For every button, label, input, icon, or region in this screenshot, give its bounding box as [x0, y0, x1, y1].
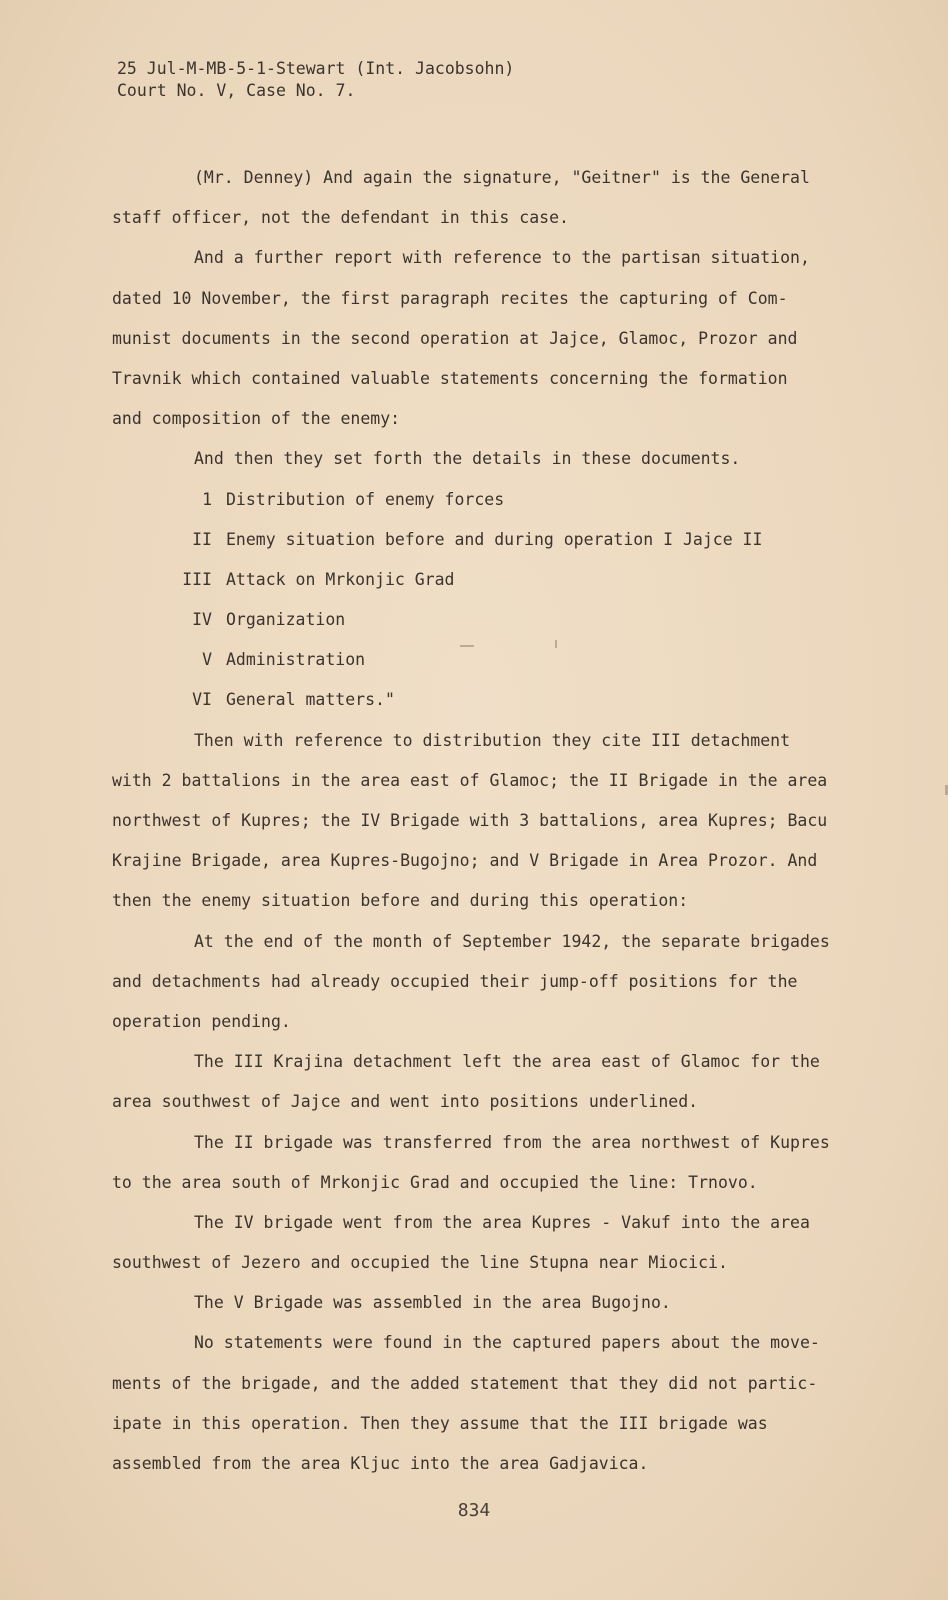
list-item	[112, 600, 852, 640]
header-line-2: Court No. V, Case No. 7.	[117, 81, 356, 100]
list-item	[112, 680, 852, 720]
text-line: The V Brigade was assembled in the area Bugojno.	[194, 1293, 671, 1313]
document-body	[112, 158, 852, 1484]
text-line: dated 10 November, the first paragraph recites the capturing of Com-	[112, 288, 788, 308]
text-line: staff officer, not the defendant in this case.	[112, 208, 569, 228]
text-line: and detachments had already occupied their jump-off positions for the	[112, 971, 798, 991]
list-item-text: Distribution of enemy forces	[226, 489, 505, 509]
text-line: Travnik which contained valuable statements concerning the formation	[112, 368, 788, 388]
text-line: ipate in this operation. Then they assume that the III brigade was	[112, 1413, 768, 1433]
text-line: southwest of Jezero and occupied the line Stupna near Miocici.	[112, 1253, 728, 1273]
text-line: area southwest of Jajce and went into positions underlined.	[112, 1092, 699, 1112]
text-line: ments of the brigade, and the added statement that they did not partic-	[112, 1373, 818, 1393]
text-line: Krajine Brigade, area Kupres-Bugojno; and V Brigade in Area Prozor. And	[112, 851, 818, 871]
document-header	[117, 58, 514, 102]
list-item-number: III	[182, 569, 212, 589]
text-line: And a further report with reference to the partisan situation,	[194, 248, 810, 268]
list-item-number: IV	[192, 610, 212, 630]
list-item-text: General matters."	[226, 690, 395, 710]
list-item-text: Organization	[226, 610, 346, 630]
text-line: Then with reference to distribution they cite III detachment	[194, 730, 791, 750]
header-line-1: 25 Jul-M-MB-5-1-Stewart (Int. Jacobsohn)	[117, 59, 515, 78]
text-line: The II brigade was transferred from the area northwest of Kupres	[194, 1132, 830, 1152]
text-line: No statements were found in the captured papers about the move-	[194, 1333, 820, 1353]
list-item-number: V	[202, 650, 212, 670]
text-line: then the enemy situation before and during this operation:	[112, 891, 689, 911]
list-item	[112, 560, 852, 600]
page-number: 834	[457, 1500, 491, 1521]
paper-speck	[460, 645, 474, 647]
text-line: operation pending.	[112, 1011, 291, 1031]
text-line: and composition of the enemy:	[112, 409, 401, 429]
text-line: northwest of Kupres; the IV Brigade with 3 battalions, area Kupres; Bacu	[112, 811, 828, 830]
list-item-number: VI	[192, 690, 212, 710]
text-line: with 2 battalions in the area east of Glamoc; the II Brigade in the area	[112, 770, 828, 790]
list-item-number: II	[192, 529, 212, 549]
list-item	[112, 480, 852, 520]
text-line: munist documents in the second operation at Jajce, Glamoc, Prozor and	[112, 328, 798, 348]
text-line: assembled from the area Kljuc into the area Gadjavica.	[112, 1454, 649, 1473]
list-item	[112, 640, 852, 680]
list-item	[112, 520, 852, 560]
list-item-text: Enemy situation before and during operation I Jajce II	[226, 529, 763, 549]
text-line: to the area south of Mrkonjic Grad and occupied the line: Trnovo.	[112, 1172, 758, 1192]
text-line: And then they set forth the details in these documents.	[194, 449, 741, 469]
list-item-text: Attack on Mrkonjic Grad	[226, 569, 455, 589]
text-line: (Mr. Denney) And again the signature, "Geitner" is the General	[194, 168, 810, 187]
text-line: At the end of the month of September 1942, the separate brigades	[194, 931, 830, 951]
text-line: The IV brigade went from the area Kupres - Vakuf into the area	[194, 1212, 810, 1232]
paper-speck	[555, 640, 557, 648]
list-item-text: Administration	[226, 650, 366, 670]
text-line: The III Krajina detachment left the area east of Glamoc for the	[194, 1052, 820, 1072]
list-item-number: 1	[202, 489, 212, 509]
